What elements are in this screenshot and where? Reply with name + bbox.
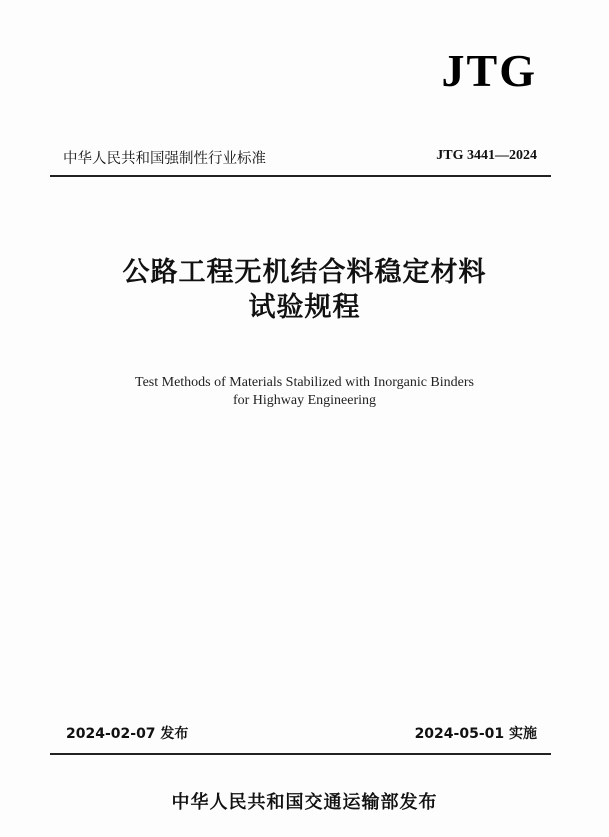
issue-date: 2024-02-07 发布: [66, 726, 189, 742]
publisher: 中华人民共和国交通运输部发布: [171, 792, 438, 813]
standard-type: 中华人民共和国强制性行业标准: [63, 151, 266, 167]
title-cn-line1: 公路工程无机结合料稳定材料: [122, 257, 487, 288]
title-en-line1: Test Methods of Materials Stabilized with Inorganic Binders: [135, 375, 474, 390]
standard-code: JTG 3441—2024: [436, 148, 537, 163]
footer-divider: [50, 753, 551, 755]
header-divider: [50, 175, 551, 177]
implementation-date: 2024-05-01 实施: [414, 726, 537, 742]
title-cn-line2: 试验规程: [248, 292, 361, 323]
jtg-logo: JTG: [441, 45, 537, 96]
title-en-line2: for Highway Engineering: [232, 393, 377, 408]
